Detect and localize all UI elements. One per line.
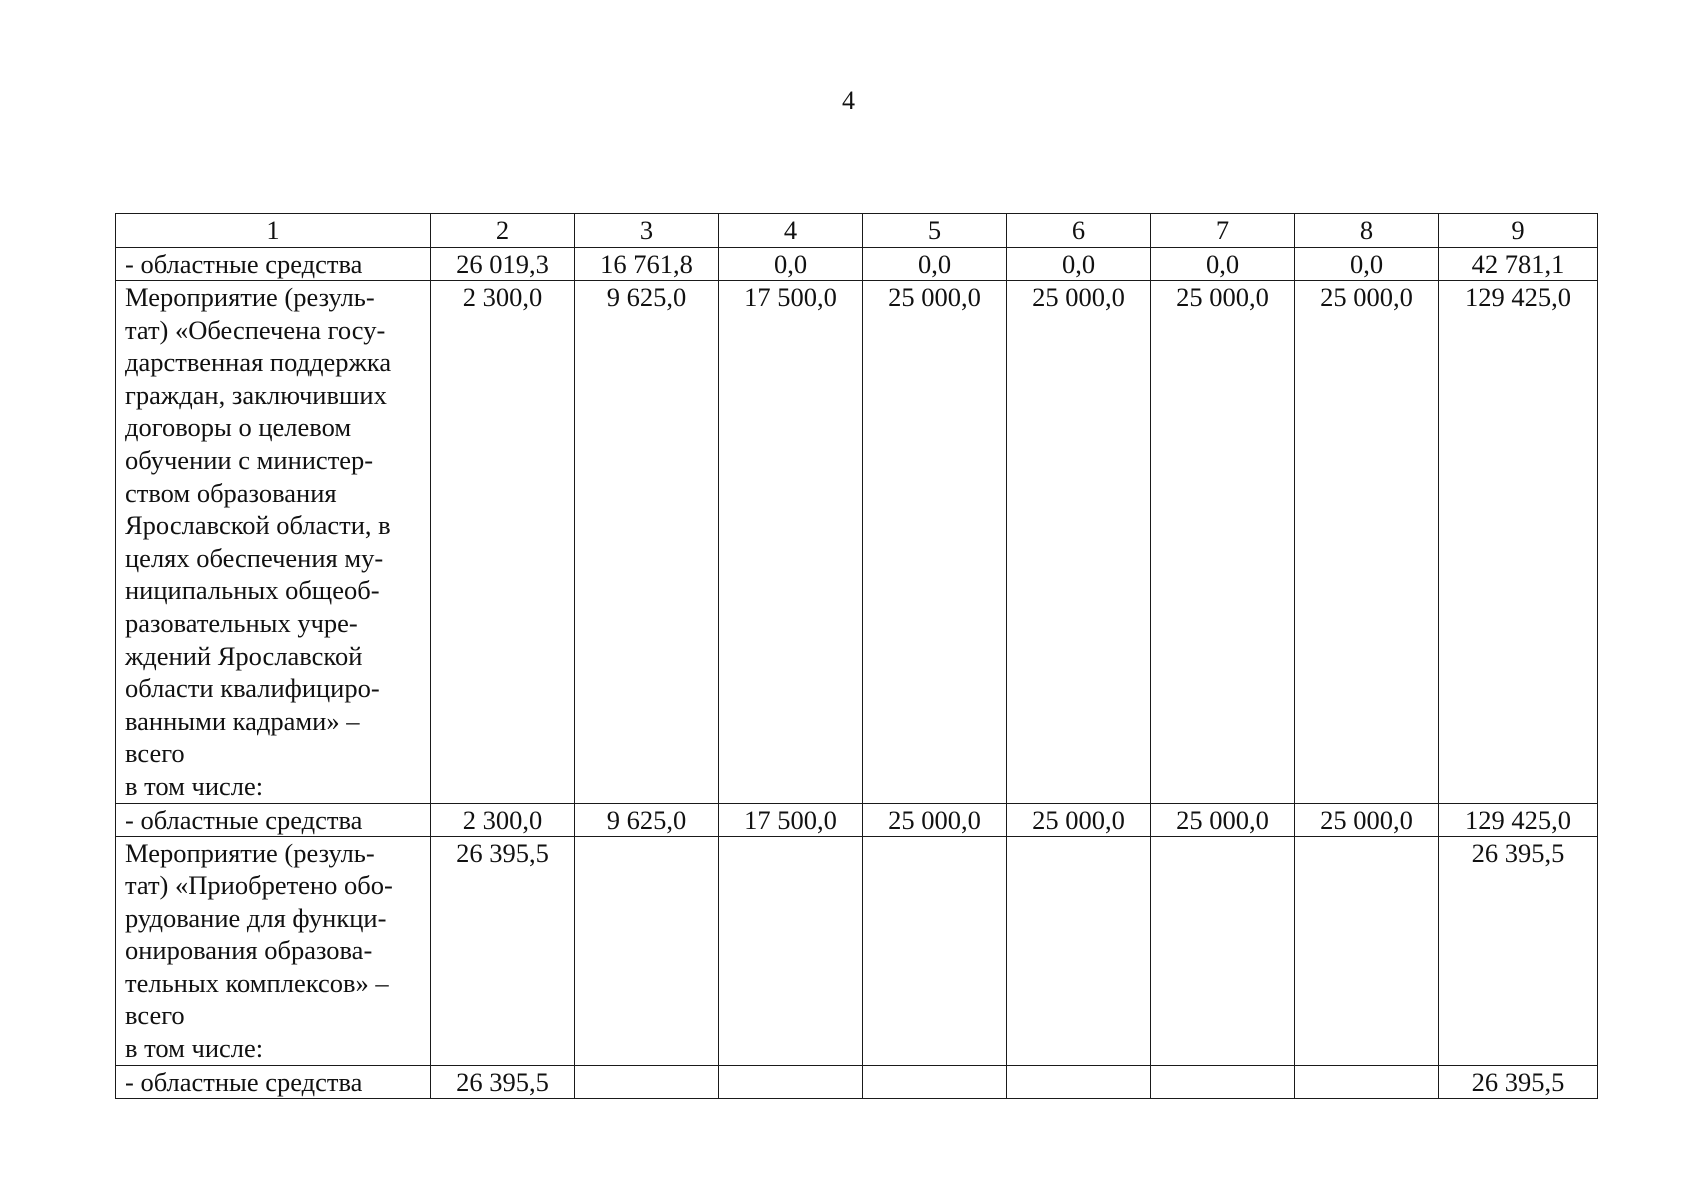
table-cell: 25 000,0: [1295, 281, 1439, 804]
table-cell: 25 000,0: [1007, 281, 1151, 804]
table-cell: 26 395,5: [431, 1065, 575, 1098]
row-label-line: онирования образова-: [125, 935, 373, 966]
row-label: [116, 248, 431, 281]
table-row: [116, 281, 1598, 804]
table-cell: 17 500,0: [719, 803, 863, 836]
table-cell: [719, 836, 863, 1065]
table-cell: 25 000,0: [1007, 803, 1151, 836]
table-cell: [1295, 1065, 1439, 1098]
row-label-line: ством образования: [125, 477, 337, 508]
row-label: [116, 281, 431, 804]
table-row: [116, 836, 1598, 1065]
table-cell: 26 395,5: [1439, 1065, 1598, 1098]
page-number: 4: [842, 86, 855, 115]
row-label-line: в том числе:: [125, 770, 264, 801]
row-label-line: ждений Ярославской: [125, 640, 363, 671]
row-label-line: целях обеспечения му-: [125, 542, 384, 573]
table-cell: 0,0: [863, 248, 1007, 281]
row-label-line: обучении с министер-: [125, 444, 374, 475]
table-cell: [575, 1065, 719, 1098]
column-header: 6: [1007, 214, 1151, 248]
row-label-line: Мероприятие (резуль-: [125, 837, 375, 868]
table-cell: 0,0: [1295, 248, 1439, 281]
table-cell: [863, 1065, 1007, 1098]
budget-table: [115, 213, 1598, 1099]
table-cell: [1151, 1065, 1295, 1098]
table-cell: 26 395,5: [431, 836, 575, 1065]
table-cell: [1151, 836, 1295, 1065]
row-label-line: области квалифициро-: [125, 673, 380, 704]
table-cell: 2 300,0: [431, 281, 575, 804]
row-label-line: дарственная поддержка: [125, 347, 392, 378]
table-cell: [1007, 836, 1151, 1065]
table-cell: 25 000,0: [1295, 803, 1439, 836]
table-cell: 0,0: [1151, 248, 1295, 281]
row-label-line: Ярославской области, в: [125, 510, 391, 541]
table-row: [116, 248, 1598, 281]
column-header: 1: [116, 214, 431, 248]
table-cell: 25 000,0: [1151, 281, 1295, 804]
column-header: 9: [1439, 214, 1598, 248]
column-header: 3: [575, 214, 719, 248]
table-cell: 9 625,0: [575, 281, 719, 804]
row-label: [116, 1065, 431, 1098]
column-header: 4: [719, 214, 863, 248]
table-cell: [575, 836, 719, 1065]
row-label-line: всего: [125, 738, 185, 769]
table-header-row: [116, 214, 1598, 248]
table-cell: 25 000,0: [1151, 803, 1295, 836]
table-cell: 26 395,5: [1439, 836, 1598, 1065]
table-row: [116, 803, 1598, 836]
column-header: 8: [1295, 214, 1439, 248]
row-label-line: тельных комплексов» –: [125, 967, 389, 998]
column-header: 2: [431, 214, 575, 248]
row-label-line: в том числе:: [125, 1033, 264, 1064]
table-cell: [1295, 836, 1439, 1065]
table-cell: 0,0: [1007, 248, 1151, 281]
row-label-line: - областные средства: [125, 1066, 363, 1097]
table-cell: 26 019,3: [431, 248, 575, 281]
row-label-line: ванными кадрами» –: [125, 705, 360, 736]
row-label-line: Мероприятие (резуль-: [125, 282, 375, 312]
row-label-line: рудование для функци-: [125, 902, 387, 933]
table-cell: 9 625,0: [575, 803, 719, 836]
table-cell: 2 300,0: [431, 803, 575, 836]
table-cell: 16 761,8: [575, 248, 719, 281]
table-cell: 25 000,0: [863, 281, 1007, 804]
row-label-line: договоры о целевом: [125, 412, 352, 443]
row-label: [116, 803, 431, 836]
row-label-line: - областные средства: [125, 249, 363, 279]
table-cell: 42 781,1: [1439, 248, 1598, 281]
column-header: 7: [1151, 214, 1295, 248]
table-cell: 0,0: [719, 248, 863, 281]
row-label-line: - областные средства: [125, 804, 363, 835]
table-cell: 25 000,0: [863, 803, 1007, 836]
table-cell: 17 500,0: [719, 281, 863, 804]
table-cell: [863, 836, 1007, 1065]
column-header: 5: [863, 214, 1007, 248]
row-label-line: разовательных учре-: [125, 607, 358, 638]
table-cell: 129 425,0: [1439, 281, 1598, 804]
row-label-line: тат) «Приобретено обо-: [125, 870, 393, 901]
row-label-line: всего: [125, 1000, 185, 1031]
row-label-line: граждан, заключивших: [125, 379, 387, 410]
row-label-line: ниципальных общеоб-: [125, 575, 380, 606]
table-cell: [1007, 1065, 1151, 1098]
row-label-line: тат) «Обеспечена госу-: [125, 314, 386, 345]
table-cell: 129 425,0: [1439, 803, 1598, 836]
table-row: [116, 1065, 1598, 1098]
table-cell: [719, 1065, 863, 1098]
row-label: [116, 836, 431, 1065]
